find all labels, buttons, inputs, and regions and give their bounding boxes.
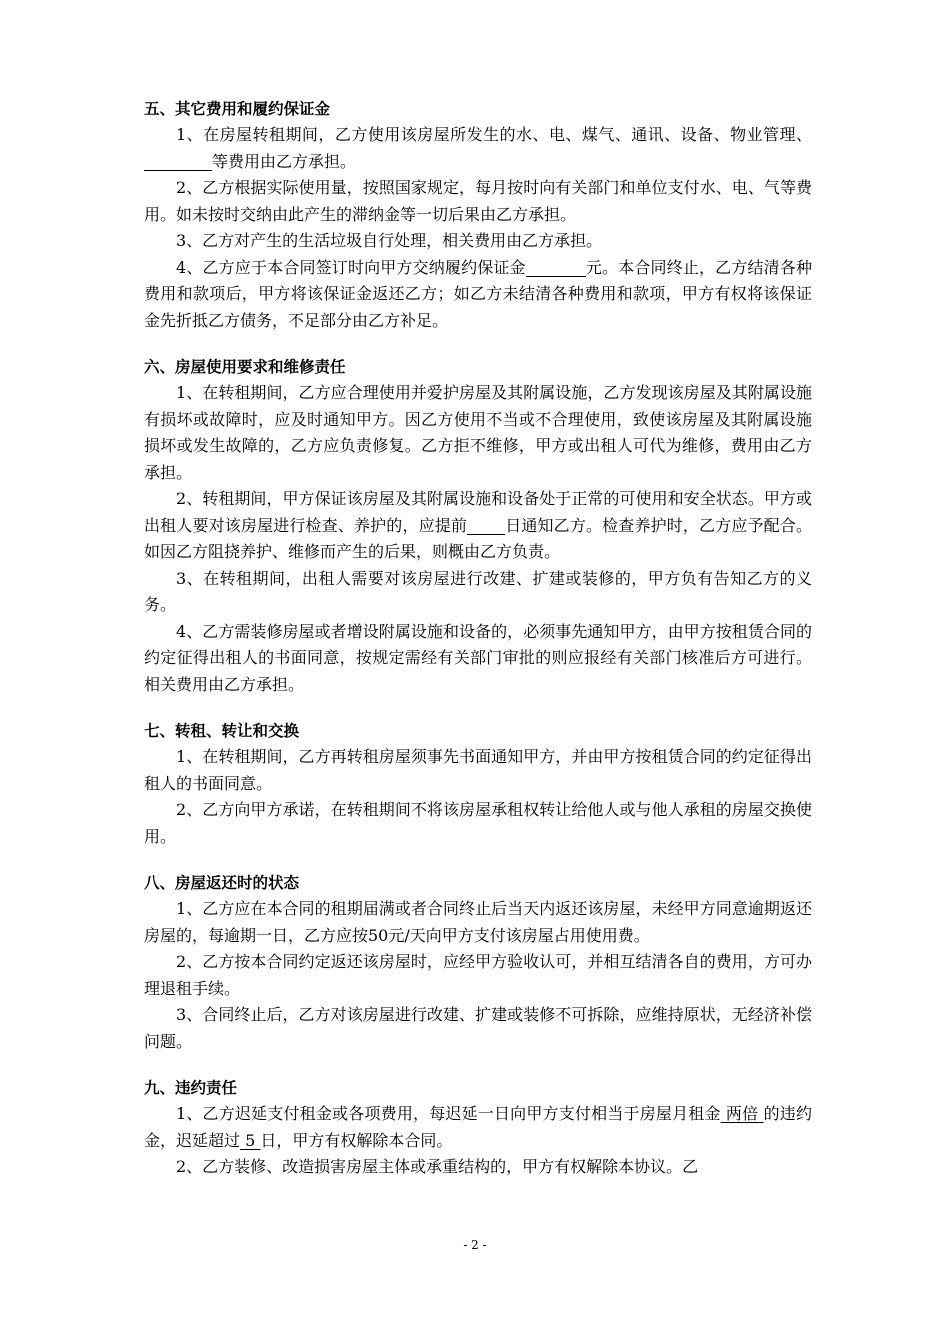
delay-days: 5 [240, 1130, 261, 1150]
clause-text: 日通知乙方。检查养护时，乙方应予配合。如因乙方阻挠养护、维修而产生的后果，则概由乙方负责。 [144, 515, 812, 561]
section-heading: 六、房屋使用要求和维修责任 [144, 358, 346, 376]
clause-text: 2、转租期间，甲方保证该房屋及其附属设施和设备处于正常的可使用和安全状态。甲方或出租人要对该房屋进行检查、养护的，应提前 [144, 489, 812, 535]
document-page [144, 96, 812, 1201]
section-heading: 七、转租、转让和交换 [144, 722, 300, 740]
clause-text: 1、在房屋转租期间，乙方使用该房屋所发生的水、电、煤气、通讯、设备、物业管理、 [176, 125, 812, 144]
clause-text: 3、在转租期间，出租人需要对该房屋进行改建、扩建或装修的，甲方负有告知乙方的义务。 [144, 568, 812, 614]
clause-8-1 [144, 896, 812, 949]
clause-text: 2、乙方向甲方承诺，在转租期间不将该房屋承租权转让给他人或与他人承租的房屋交换使用。 [144, 800, 812, 846]
clause-text: 1、乙方迟延支付租金或各项费用，每迟延一日向甲方支付相当于房屋月租金 [176, 1104, 721, 1123]
clause-text: 2、乙方根据实际使用量，按照国家规定，每月按时向有关部门和单位支付水、电、气等费用。如未按时交纳由此产生的滞纳金等一切后果由乙方承担。 [144, 178, 812, 224]
clause-text: 的违约金，迟延超过 [144, 1104, 812, 1150]
clause-7-2 [144, 797, 812, 850]
section-heading: 五、其它费用和履约保证金 [144, 100, 331, 118]
clause-9-1 [144, 1101, 812, 1154]
clause-text: 1、乙方应在本合同的租期届满或者合同终止后当天内返还该房屋，未经甲方同意逾期返还房屋的，每逾期一日，乙方应按50元/天向甲方支付该房屋占用使用费。 [144, 899, 812, 945]
clause-8-2 [144, 949, 812, 1002]
section-usage-maintenance [144, 354, 812, 698]
clause-7-1 [144, 744, 812, 797]
clause-text: 等费用由乙方承担。 [212, 151, 357, 171]
clause-5-4 [144, 255, 812, 335]
clause-text: 1、在转租期间，乙方再转租房屋须事先书面通知甲方，并由甲方按租赁合同的约定征得出租人的书面同意。 [144, 747, 812, 793]
clause-6-3 [144, 566, 812, 619]
clause-text: 2、乙方按本合同约定返还该房屋时，应经甲方验收认可，并相互结清各自的费用，方可办理退租手续。 [144, 952, 812, 998]
clause-6-2 [144, 486, 812, 566]
fill-blank [144, 152, 212, 171]
section-return-condition [144, 870, 812, 1055]
clause-text: 1、在转租期间，乙方应合理使用并爱护房屋及其附属设施，乙方发现该房屋及其附属设施有损坏或故障时，应及时通知甲方。因乙方使用不当或不合理使用，致使该房屋及其附属设施损坏或发生故障的，乙方应负责修复。乙方拒不维修，甲方或出租人可代为维修，费用由乙方承担。 [144, 383, 812, 482]
clause-5-1 [144, 122, 812, 175]
section-heading: 八、房屋返还时的状态 [144, 874, 300, 892]
clause-8-3 [144, 1002, 812, 1055]
section-sublease-transfer [144, 718, 812, 850]
clause-6-4 [144, 619, 812, 699]
clause-text: 日，甲方有权解除本合同。 [260, 1130, 453, 1150]
clause-text: 3、乙方对产生的生活垃圾自行处理，相关费用由乙方承担。 [176, 231, 603, 250]
clause-text: 4、乙方需装修房屋或者增设附属设施和设备的，必须事先通知甲方，由甲方按租赁合同的约定征得出租人的书面同意，按规定需经有关部门审批的则应报经有关部门核准后方可进行。相关费用由乙方承担。 [144, 621, 812, 694]
fill-blank [467, 516, 505, 535]
section-other-fees [144, 96, 812, 334]
clause-text: 元。本合同终止，乙方结清各种费用和款项后，甲方将该保证金返还乙方；如乙方未结清各种费用和款项，甲方有权将该保证金先折抵乙方债务，不足部分由乙方补足。 [144, 257, 812, 330]
fill-blank [526, 258, 586, 277]
clause-5-3 [144, 228, 812, 255]
clause-5-2 [144, 175, 812, 228]
section-heading: 九、违约责任 [144, 1079, 238, 1097]
clause-text: 3、合同终止后，乙方对该房屋进行改建、扩建或装修不可拆除，应维持原状，无经济补偿问题。 [144, 1005, 812, 1051]
clause-text: 4、乙方应于本合同签订时向甲方交纳履约保证金 [176, 257, 526, 277]
page-number: - 2 - [463, 1238, 487, 1252]
section-breach-liability [144, 1075, 812, 1181]
clause-6-1 [144, 380, 812, 486]
clause-9-2 [144, 1154, 812, 1181]
penalty-multiple: 两倍 [720, 1104, 764, 1123]
clause-text: 2、乙方装修、改造损害房屋主体或承重结构的，甲方有权解除本协议。乙 [176, 1157, 699, 1176]
